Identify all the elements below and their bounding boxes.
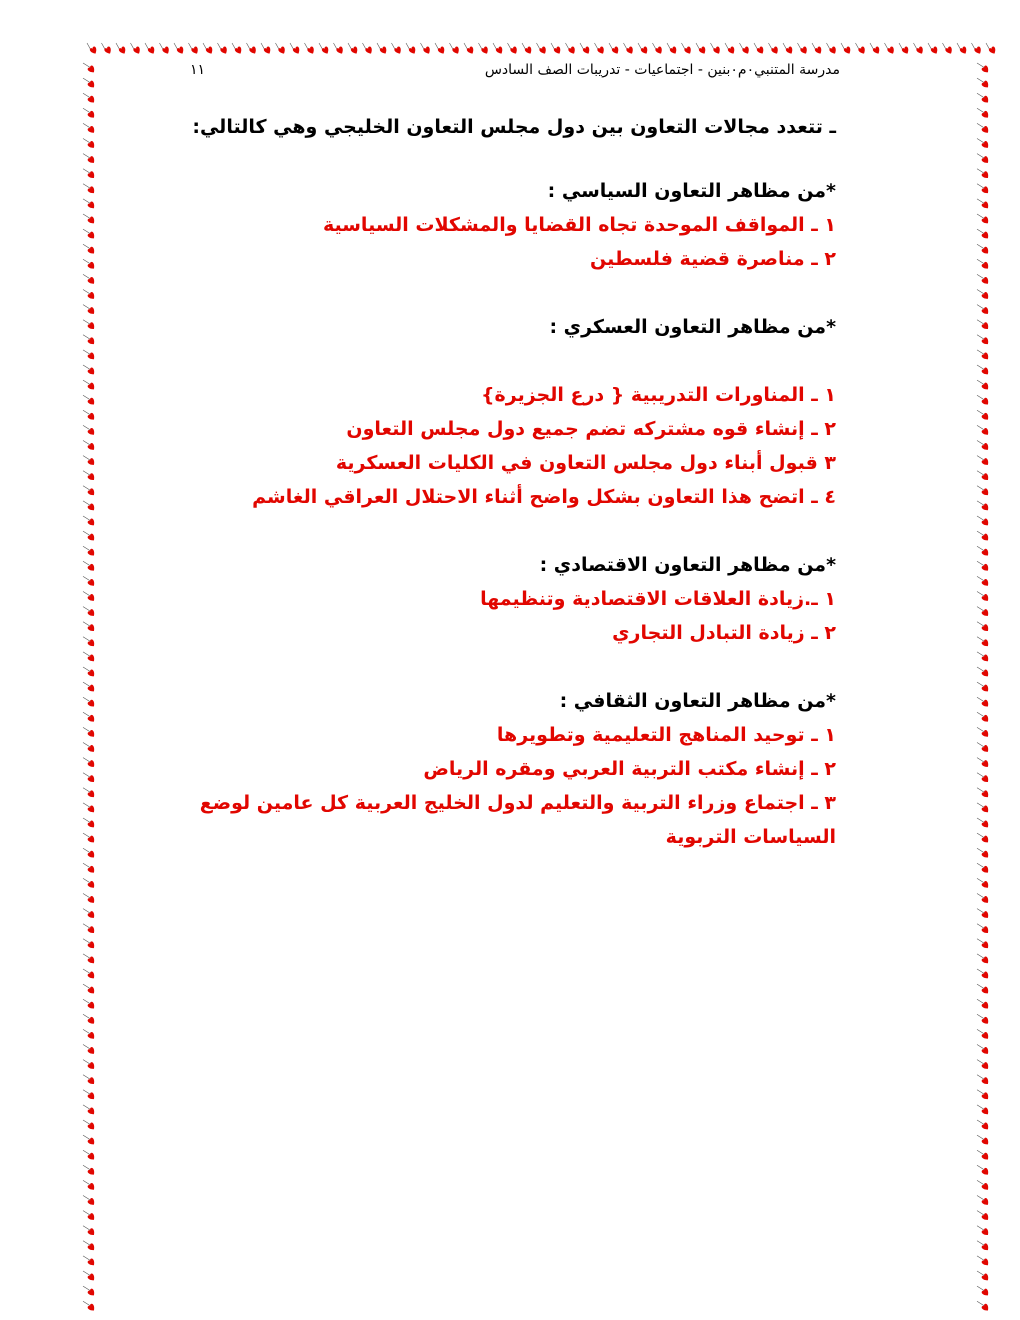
heart-ornament-icon [87,186,96,196]
header-title: مدرسة المتنبي٠م٠بنين - اجتماعيات - تدريبات الصف السادس [484,62,840,78]
heart-ornament-icon [87,759,96,769]
heart-ornament-icon [87,1107,96,1117]
heart-ornament-icon [981,457,990,467]
document-body [176,110,836,888]
heart-ornament-icon [568,46,577,55]
heart-ornament-icon [981,337,990,347]
heart-ornament-icon [981,865,990,875]
heart-ornament-icon [220,46,229,55]
heart-ornament-icon [87,563,96,573]
heart-ornament-icon [785,46,794,55]
heart-ornament-icon [510,46,519,55]
heart-ornament-icon [771,46,780,55]
heart-ornament-icon [756,46,765,55]
heart-ornament-icon [87,850,96,860]
section-political [176,174,836,276]
heart-ornament-icon [981,1016,990,1026]
heart-ornament-icon [87,865,96,875]
heart-ornament-icon [981,941,990,951]
heart-ornament-icon [87,669,96,679]
heart-ornament-icon [981,352,990,362]
heart-ornament-icon [87,337,96,347]
heart-ornament-icon [981,397,990,407]
heart-ornament-icon [981,473,990,483]
heart-ornament-icon [87,503,96,513]
heart-ornament-icon [981,322,990,332]
heart-ornament-icon [930,46,939,55]
decorative-border-top [82,40,1002,56]
heart-ornament-icon [87,654,96,664]
heart-ornament-icon [981,291,990,301]
heart-ornament-icon [87,548,96,558]
heart-ornament-icon [452,46,461,55]
heart-ornament-icon [87,971,96,981]
heart-ornament-icon [655,46,664,55]
heart-ornament-icon [365,46,374,55]
heart-ornament-icon [988,46,997,55]
heart-ornament-icon [981,276,990,286]
heart-ornament-icon [981,744,990,754]
heart-ornament-icon [981,518,990,528]
heart-ornament-icon [829,46,838,55]
heart-ornament-icon [981,714,990,724]
heart-ornament-icon [626,46,635,55]
heart-ornament-icon [524,46,533,55]
heart-ornament-icon [727,46,736,55]
heart-ornament-icon [133,46,142,55]
heart-ornament-icon [87,397,96,407]
heart-ornament-icon [104,46,113,55]
heart-ornament-icon [162,46,171,55]
heart-ornament-icon [611,46,620,55]
heart-ornament-icon [87,1152,96,1162]
heart-ornament-icon [87,1001,96,1011]
heart-ornament-icon [981,1001,990,1011]
heart-ornament-icon [981,1122,990,1132]
heart-ornament-icon [87,246,96,256]
heart-ornament-icon [981,790,990,800]
answer-item: ٢ ـ زيادة التبادل التجاري [612,622,836,644]
heart-ornament-icon [981,1077,990,1087]
heart-ornament-icon [981,624,990,634]
page-number: ١١ [190,62,206,78]
heart-ornament-icon [597,46,606,55]
heart-ornament-icon [176,46,185,55]
heart-ornament-icon [981,216,990,226]
heart-ornament-icon [87,110,96,120]
heart-ornament-icon [981,684,990,694]
heart-ornament-icon [981,1197,990,1207]
heart-ornament-icon [974,46,983,55]
heart-ornament-icon [379,46,388,55]
heart-ornament-icon [87,125,96,135]
answer-item: ١ ـ.زيادة العلاقات الاقتصادية وتنظيمها [480,588,836,610]
heart-ornament-icon [945,46,954,55]
heart-ornament-icon [981,1273,990,1283]
answer-item: ١ ـ المناورات التدريبية { درع الجزيرة} [481,384,836,406]
heart-ornament-icon [981,488,990,498]
heart-ornament-icon [87,291,96,301]
section-military [176,310,836,514]
answer-item: ١ ـ المواقف الموحدة تجاه القضايا والمشكلات السياسية [322,214,836,236]
heart-ornament-icon [981,1152,990,1162]
heart-ornament-icon [87,639,96,649]
heart-ornament-icon [981,382,990,392]
heart-ornament-icon [698,46,707,55]
heart-ornament-icon [981,910,990,920]
heart-ornament-icon [87,352,96,362]
heart-ornament-icon [87,95,96,105]
heart-ornament-icon [981,1167,990,1177]
heart-ornament-icon [981,261,990,271]
heart-ornament-icon [981,125,990,135]
heart-ornament-icon [87,80,96,90]
heart-ornament-icon [843,46,852,55]
heart-ornament-icon [981,186,990,196]
heart-ornament-icon [981,805,990,815]
heart-ornament-icon [981,986,990,996]
section-economic [176,548,836,650]
heart-ornament-icon [408,46,417,55]
heart-ornament-icon [87,820,96,830]
heart-ornament-icon [553,46,562,55]
heart-ornament-icon [87,593,96,603]
heart-ornament-icon [87,171,96,181]
section-cultural [176,684,836,854]
heart-ornament-icon [981,699,990,709]
heart-ornament-icon [466,46,475,55]
heart-ornament-icon [981,835,990,845]
heart-ornament-icon [981,95,990,105]
heart-ornament-icon [87,1228,96,1238]
heart-ornament-icon [87,1273,96,1283]
heart-ornament-icon [87,1182,96,1192]
heart-ornament-icon [981,1031,990,1041]
heart-ornament-icon [87,775,96,785]
heart-ornament-icon [87,926,96,936]
heart-ornament-icon [87,140,96,150]
answer-list [176,718,836,854]
heart-ornament-icon [87,1303,96,1313]
heart-ornament-icon [350,46,359,55]
heart-ornament-icon [481,46,490,55]
heart-ornament-icon [981,1228,990,1238]
heart-ornament-icon [713,46,722,55]
heart-ornament-icon [87,201,96,211]
heart-ornament-icon [87,1077,96,1087]
answer-item: ١ ـ توحيد المناهج التعليمية وتطويرها [496,724,836,746]
heart-ornament-icon [981,1092,990,1102]
heart-ornament-icon [87,624,96,634]
heart-ornament-icon [981,1303,990,1313]
heart-ornament-icon [87,473,96,483]
heart-ornament-icon [87,1031,96,1041]
heart-ornament-icon [981,442,990,452]
intro-text: ـ تتعدد مجالات التعاون بين دول مجلس التعاون الخليجي وهي كالتالي: [192,116,836,138]
heart-ornament-icon [87,790,96,800]
heart-ornament-icon [981,367,990,377]
heart-ornament-icon [981,1288,990,1298]
heart-ornament-icon [87,231,96,241]
section-title: *من مظاهر التعاون الاقتصادي : [539,554,836,576]
heart-ornament-icon [87,699,96,709]
heart-ornament-icon [981,563,990,573]
answer-list [176,208,836,276]
heart-ornament-icon [437,46,446,55]
heart-ornament-icon [87,382,96,392]
heart-ornament-icon [87,729,96,739]
heart-ornament-icon [901,46,910,55]
page-header [190,62,840,82]
heart-ornament-icon [981,654,990,664]
heart-ornament-icon [87,1061,96,1071]
heart-ornament-icon [981,639,990,649]
heart-ornament-icon [87,533,96,543]
heart-ornament-icon [981,820,990,830]
heart-ornament-icon [981,1258,990,1268]
heart-ornament-icon [959,46,968,55]
heart-ornament-icon [87,895,96,905]
heart-ornament-icon [89,46,98,55]
heart-ornament-icon [394,46,403,55]
heart-ornament-icon [981,895,990,905]
heart-ornament-icon [87,1167,96,1177]
heart-ornament-icon [981,548,990,558]
heart-ornament-icon [87,956,96,966]
heart-ornament-icon [981,65,990,75]
heart-ornament-icon [87,941,96,951]
heart-ornament-icon [87,714,96,724]
heart-ornament-icon [981,110,990,120]
heart-ornament-icon [87,427,96,437]
heart-ornament-icon [87,910,96,920]
heart-ornament-icon [981,503,990,513]
heart-ornament-icon [87,684,96,694]
heart-ornament-icon [981,412,990,422]
heart-ornament-icon [87,306,96,316]
heart-ornament-icon [87,65,96,75]
answer-item: ٣ قبول أبناء دول مجلس التعاون في الكليات العسكرية [335,452,836,474]
heart-ornament-icon [981,578,990,588]
heart-ornament-icon [423,46,432,55]
heart-ornament-icon [87,744,96,754]
heart-ornament-icon [981,775,990,785]
heart-ornament-icon [87,1137,96,1147]
heart-ornament-icon [87,261,96,271]
heart-ornament-icon [981,729,990,739]
heart-ornament-icon [981,427,990,437]
answer-list [176,378,836,514]
heart-ornament-icon [87,488,96,498]
section-title: *من مظاهر التعاون العسكري : [549,316,836,338]
heart-ornament-icon [87,835,96,845]
heart-ornament-icon [87,608,96,618]
heart-ornament-icon [87,1092,96,1102]
heart-ornament-icon [916,46,925,55]
heart-ornament-icon [321,46,330,55]
heart-ornament-icon [981,926,990,936]
heart-ornament-icon [981,608,990,618]
heart-ornament-icon [684,46,693,55]
decorative-border-left [80,40,98,1320]
heart-ornament-icon [87,1016,96,1026]
heart-ornament-icon [292,46,301,55]
heart-ornament-icon [582,46,591,55]
heart-ornament-icon [87,578,96,588]
heart-ornament-icon [87,367,96,377]
heart-ornament-icon [981,533,990,543]
heart-ornament-icon [981,201,990,211]
heart-ornament-icon [981,759,990,769]
heart-ornament-icon [87,322,96,332]
heart-ornament-icon [872,46,881,55]
heart-ornament-icon [640,46,649,55]
heart-ornament-icon [981,246,990,256]
heart-ornament-icon [87,412,96,422]
answer-item: ٢ ـ إنشاء قوه مشتركه تضم جميع دول مجلس التعاون [346,418,836,440]
heart-ornament-icon [87,1288,96,1298]
heart-ornament-icon [981,155,990,165]
heart-ornament-icon [87,880,96,890]
heart-ornament-icon [307,46,316,55]
heart-ornament-icon [887,46,896,55]
heart-ornament-icon [981,140,990,150]
heart-ornament-icon [87,1258,96,1268]
answer-item: ٤ ـ اتضح هذا التعاون بشكل واضح أثناء الاحتلال العراقي الغاشم [252,486,836,508]
heart-ornament-icon [981,880,990,890]
heart-ornament-icon [263,46,272,55]
heart-ornament-icon [858,46,867,55]
heart-ornament-icon [87,276,96,286]
heart-ornament-icon [87,1122,96,1132]
heart-ornament-icon [87,1243,96,1253]
heart-ornament-icon [981,1046,990,1056]
heart-ornament-icon [205,46,214,55]
heart-ornament-icon [981,1212,990,1222]
heart-ornament-icon [742,46,751,55]
heart-ornament-icon [234,46,243,55]
answer-item: ٢ ـ إنشاء مكتب التربية العربي ومقره الرياض [423,758,836,780]
heart-ornament-icon [87,155,96,165]
heart-ornament-icon [87,1197,96,1207]
heart-ornament-icon [981,956,990,966]
section-title: *من مظاهر التعاون السياسي : [547,180,836,202]
heart-ornament-icon [981,1137,990,1147]
heart-ornament-icon [981,669,990,679]
heart-ornament-icon [669,46,678,55]
heart-ornament-icon [495,46,504,55]
section-title: *من مظاهر التعاون الثقافي : [559,690,836,712]
answer-list [176,582,836,650]
heart-ornament-icon [981,80,990,90]
heart-ornament-icon [800,46,809,55]
heart-ornament-icon [87,216,96,226]
heart-ornament-icon [981,1243,990,1253]
heart-ornament-icon [87,442,96,452]
heart-ornament-icon [981,1061,990,1071]
heart-ornament-icon [981,971,990,981]
heart-ornament-icon [147,46,156,55]
heart-ornament-icon [87,1212,96,1222]
heart-ornament-icon [87,805,96,815]
heart-ornament-icon [981,171,990,181]
heart-ornament-icon [87,457,96,467]
heart-ornament-icon [249,46,258,55]
heart-ornament-icon [278,46,287,55]
heart-ornament-icon [87,986,96,996]
heart-ornament-icon [87,518,96,528]
answer-item: ٣ ـ اجتماع وزراء التربية والتعليم لدول الخليج العربية كل عامين لوضع السياسات التربوية [199,792,836,848]
heart-ornament-icon [981,593,990,603]
heart-ornament-icon [87,1046,96,1056]
heart-ornament-icon [981,1107,990,1117]
heart-ornament-icon [191,46,200,55]
heart-ornament-icon [336,46,345,55]
answer-item: ٢ ـ مناصرة قضية فلسطين [590,248,836,270]
heart-ornament-icon [981,1182,990,1192]
heart-ornament-icon [814,46,823,55]
heart-ornament-icon [118,46,127,55]
heart-ornament-icon [981,231,990,241]
decorative-border-right [974,40,992,1320]
heart-ornament-icon [981,306,990,316]
heart-ornament-icon [981,850,990,860]
heart-ornament-icon [539,46,548,55]
